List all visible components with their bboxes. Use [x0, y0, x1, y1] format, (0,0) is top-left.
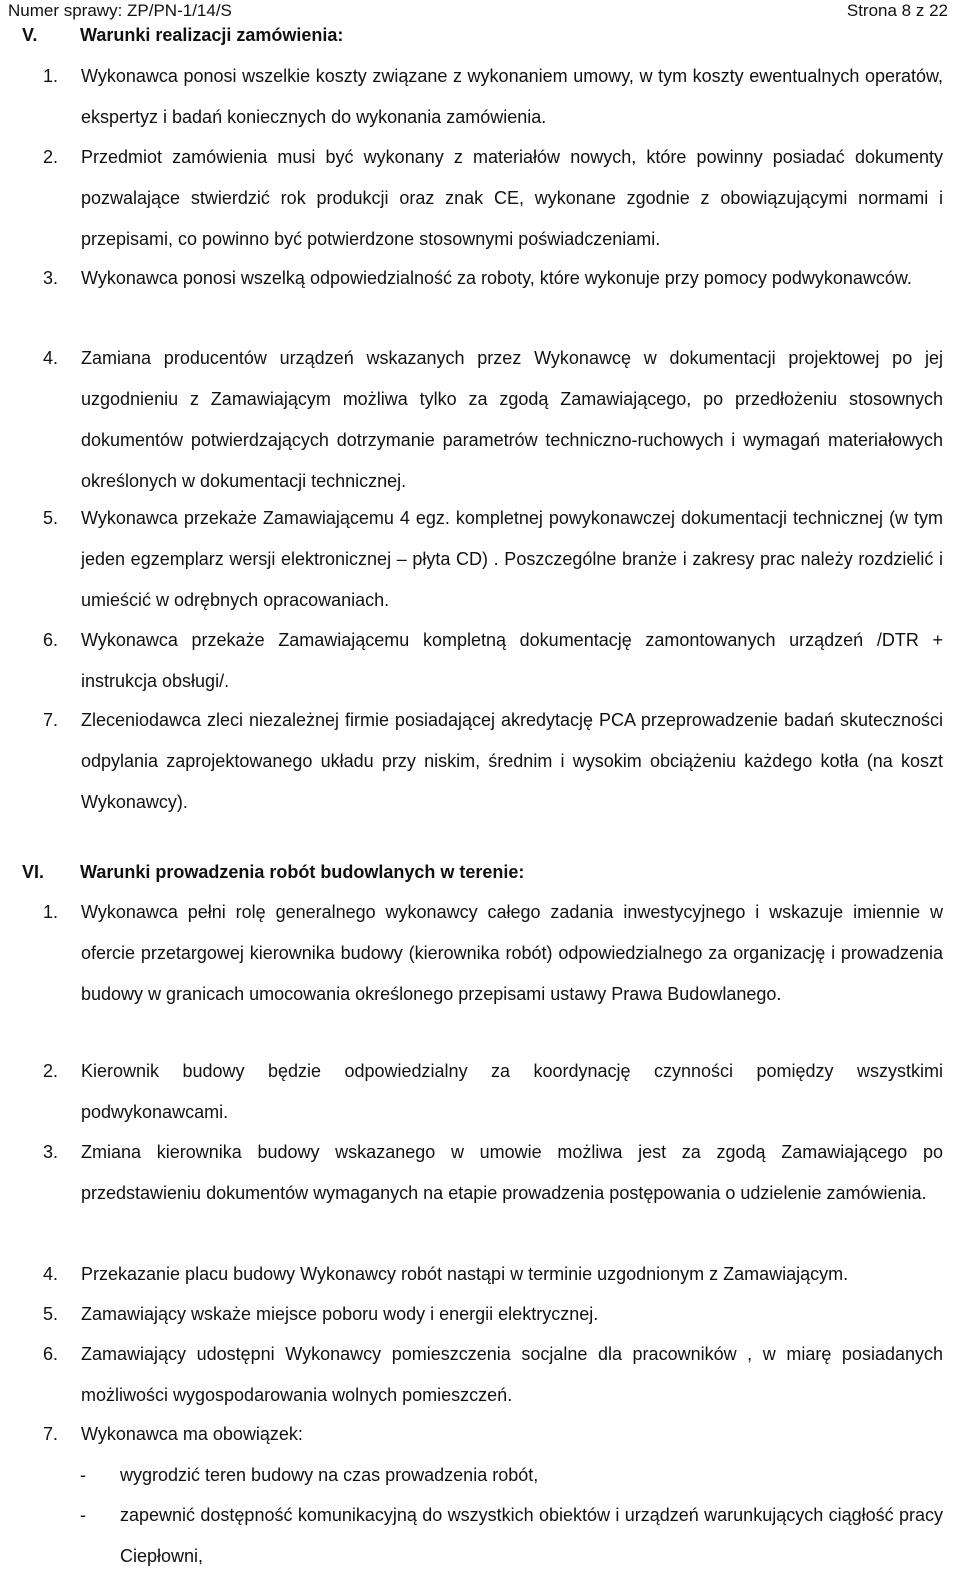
dash-marker: - — [80, 1465, 86, 1485]
list-item — [43, 1254, 943, 1295]
item-text: Wykonawca pełni rolę generalnego wykonawcy całego zadania inwestycyjnego i wskazuje imiennie w ofercie przetargowej kierownika budowy (kierownika robót) odpowiedzialnego za organizację i prowadzenia budowy w granicach umocowania określonego przepisami ustawy Prawa Budowlanego. — [81, 902, 943, 1004]
item-text: Wykonawca ponosi wszelką odpowiedzialność za roboty, które wykonuje przy pomocy podwykonawców. — [81, 268, 912, 288]
item-number: 5. — [43, 1304, 59, 1324]
list-item — [43, 1051, 943, 1133]
list-item — [43, 1132, 943, 1214]
list-item — [43, 338, 943, 502]
list-item — [43, 258, 943, 299]
item-number: 2. — [43, 1061, 59, 1081]
dash-item-text: wygrodzić teren budowy na czas prowadzenia robót, — [120, 1465, 539, 1485]
section-number: V. — [22, 25, 38, 45]
case-number: Numer sprawy: ZP/PN-1/14/S — [8, 1, 232, 20]
section-title: Warunki realizacji zamówienia: — [80, 25, 344, 45]
dash-list-item — [80, 1495, 943, 1577]
item-number: 6. — [43, 1344, 59, 1364]
item-number: 4. — [43, 348, 59, 368]
item-number: 1. — [43, 66, 59, 86]
item-text: Wykonawca przekaże Zamawiającemu 4 egz. kompletnej powykonawczej dokumentacji technicznej (w tym jeden egzemplarz wersji elektronicznej – płyta CD) . Poszczególne branże i zakresy prac należy rozdzielić i umieścić w odrębnych opracowaniach. — [81, 508, 943, 610]
list-item — [43, 620, 943, 702]
section-number: VI. — [22, 862, 45, 882]
dash-list-item — [80, 1455, 943, 1496]
item-text: Zamawiający udostępni Wykonawcy pomieszczenia socjalne dla pracowników , w miarę posiadanych możliwości wygospodarowania wolnych pomieszczeń. — [81, 1344, 943, 1405]
item-number: 7. — [43, 1424, 59, 1444]
section-heading-vi — [22, 862, 524, 883]
item-text: Wykonawca przekaże Zamawiającemu kompletną dokumentację zamontowanych urządzeń /DTR + instrukcja obsługi/. — [81, 630, 943, 691]
dash-marker: - — [80, 1505, 86, 1525]
item-text: Wykonawca ma obowiązek: — [81, 1424, 303, 1444]
section-title: Warunki prowadzenia robót budowlanych w terenie: — [80, 862, 525, 882]
item-number: 3. — [43, 268, 59, 288]
list-item — [43, 1414, 943, 1455]
item-number: 2. — [43, 147, 59, 167]
item-number: 3. — [43, 1142, 59, 1162]
list-item — [43, 498, 943, 621]
item-text: Zamawiający wskaże miejsce poboru wody i energii elektrycznej. — [81, 1304, 599, 1324]
dash-item-text: zapewnić dostępność komunikacyjną do wszystkich obiektów i urządzeń warunkujących ciągłość pracy Ciepłowni, — [120, 1505, 943, 1566]
item-text: Kierownik budowy będzie odpowiedzialny za koordynację czynności pomiędzy wszystkimi podwykonawcami. — [81, 1061, 943, 1122]
list-item — [43, 137, 943, 260]
item-number: 4. — [43, 1264, 59, 1284]
page-header — [8, 0, 948, 22]
item-text: Przedmiot zamówienia musi być wykonany z materiałów nowych, które powinny posiadać dokumenty pozwalające stwierdzić rok produkcji oraz znak CE, wykonane zgodnie z obowiązującymi normami i przepisami, co powinno być potwierdzone stosownymi poświadczeniami. — [81, 147, 943, 249]
item-text: Zamiana producentów urządzeń wskazanych przez Wykonawcę w dokumentacji projektowej po jej uzgodnieniu z Zamawiającym możliwa tylko za zgodą Zamawiającego, po przedłożeniu stosownych dokumentów potwierdzających dotrzymanie parametrów techniczno-ruchowych i wymagań materiałowych określonych w dokumentacji technicznej. — [81, 348, 943, 491]
list-item — [43, 892, 943, 1015]
list-item — [43, 56, 943, 138]
item-number: 7. — [43, 710, 59, 730]
list-item — [43, 1334, 943, 1416]
item-number: 6. — [43, 630, 59, 650]
item-text: Zleceniodawca zleci niezależnej firmie posiadającej akredytację PCA przeprowadzenie badań skuteczności odpylania zaprojektowanego układu przy niskim, średnim i wysokim obciążeniu każdego kotła (na koszt Wykonawcy). — [81, 710, 943, 812]
item-text: Wykonawca ponosi wszelkie koszty związane z wykonaniem umowy, w tym koszty ewentualnych operatów, ekspertyz i badań koniecznych do wykonania zamówienia. — [81, 66, 943, 127]
list-item — [43, 1294, 943, 1335]
list-item — [43, 700, 943, 823]
item-number: 5. — [43, 508, 59, 528]
item-text: Zmiana kierownika budowy wskazanego w umowie możliwa jest za zgodą Zamawiającego po przedstawieniu dokumentów wymaganych na etapie prowadzenia postępowania o udzielenie zamówienia. — [81, 1142, 943, 1203]
page-number: Strona 8 z 22 — [846, 1, 948, 20]
section-heading-v — [22, 25, 343, 46]
item-number: 1. — [43, 902, 59, 922]
item-text: Przekazanie placu budowy Wykonawcy robót nastąpi w terminie uzgodnionym z Zamawiającym. — [81, 1264, 849, 1284]
